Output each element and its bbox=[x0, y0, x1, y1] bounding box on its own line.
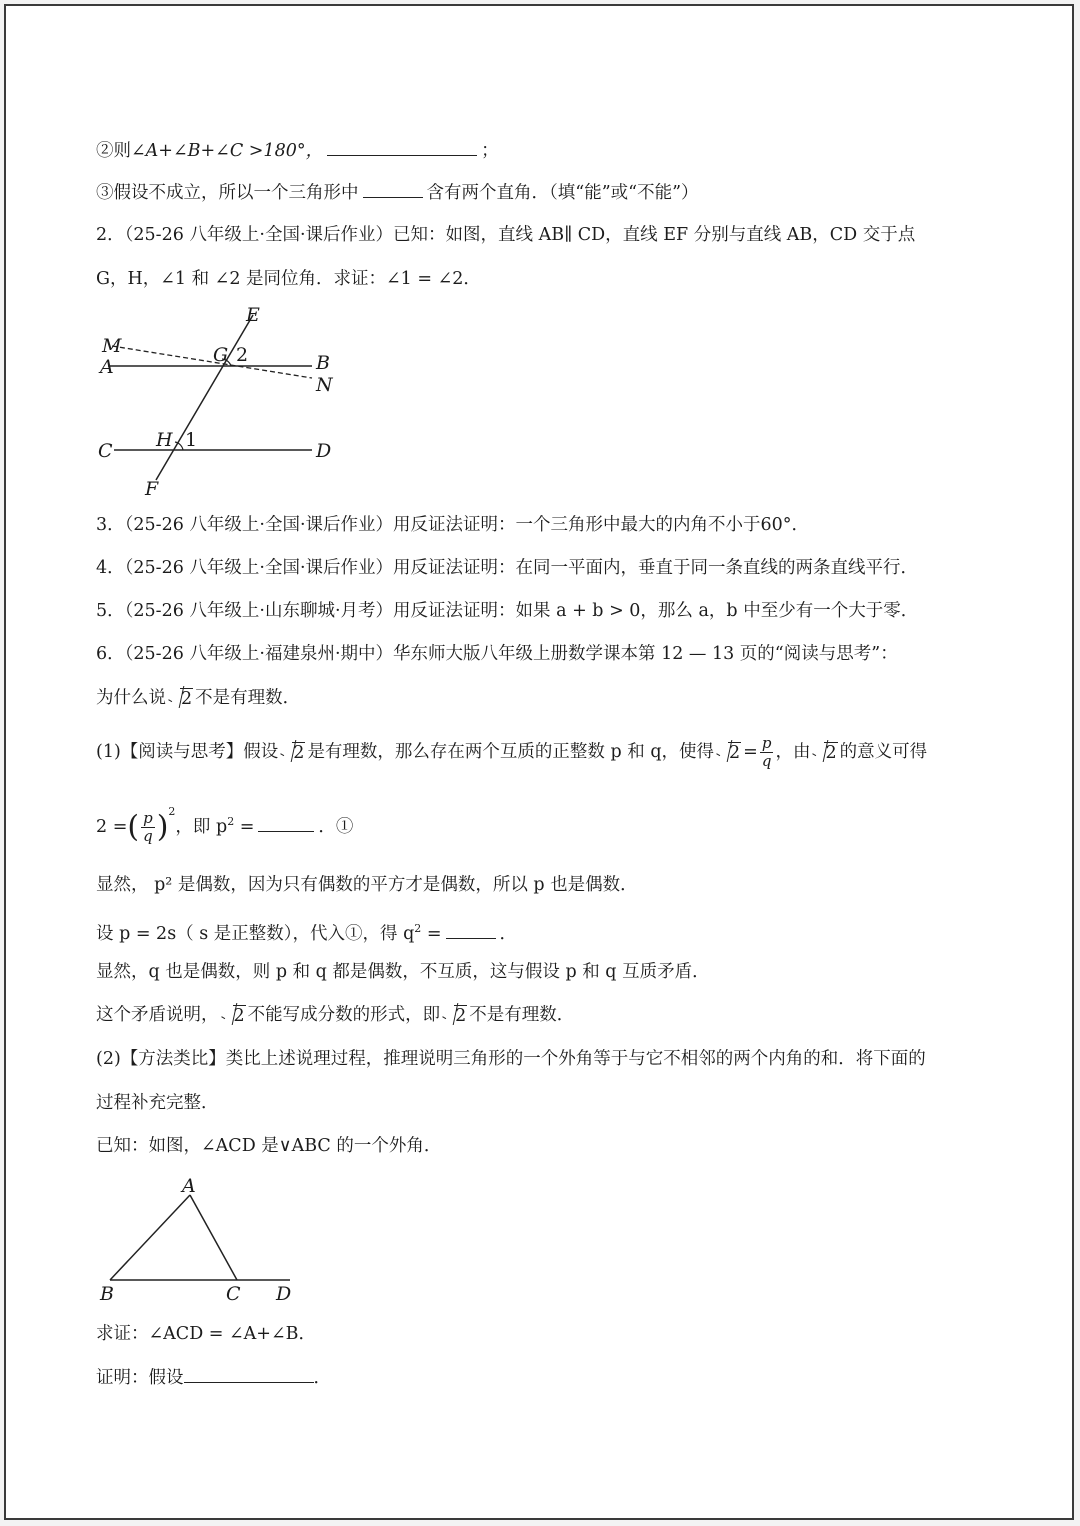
label-n: N bbox=[316, 374, 333, 396]
fraction-p-over-q: $\frac{p}{q}$ bbox=[761, 734, 772, 770]
sqrt-2: 2 bbox=[280, 739, 305, 765]
q5-line: 5．（25-26 八年级上·山东聊城·月考）用反证法证明：如果 a + b > 0，那么 a，b 中至少有一个大于零． bbox=[96, 601, 919, 621]
q6-p1-a: (1)【阅读与思考】假设 bbox=[96, 742, 279, 762]
q6-eq1-d: ．① bbox=[318, 816, 354, 837]
q6-sub-c: ． bbox=[499, 923, 518, 944]
triangle-exterior-angle-figure bbox=[92, 1170, 322, 1310]
label-e: E bbox=[246, 304, 260, 326]
q6-line2-a: 为什么说 bbox=[96, 688, 166, 708]
q1-step3-b: 含有两个直角．（填“能”或“不能”） bbox=[426, 183, 699, 203]
tri-label-b: B bbox=[100, 1283, 114, 1305]
q6-proof-a: 证明：假设 bbox=[96, 1368, 184, 1388]
sqrt-2: 2 bbox=[221, 1002, 246, 1028]
label-a: A bbox=[100, 356, 114, 378]
label-b: B bbox=[316, 352, 330, 374]
q1-step3-a: ③假设不成立，所以一个三角形中 bbox=[96, 183, 359, 203]
q6-contra-line: 显然，q 也是偶数，则 p 和 q 都是偶数，不互质，这与假设 p 和 q 互质矛盾． bbox=[96, 962, 710, 982]
q6-proof-line bbox=[96, 1364, 331, 1391]
q6-line1: 6．（25-26 八年级上·福建泉州·期中）华东师大版八年级上册数学课本第 12 — 13 页的“阅读与思考”： bbox=[96, 644, 898, 664]
q6-part2-line1: (2)【方法类比】类比上述说理过程，推理说明三角形的一个外角等于与它不相邻的两个内角的和．将下面的 bbox=[96, 1049, 926, 1069]
line-ef bbox=[156, 315, 253, 480]
q6-sub-line: 设 p = 2s（ s 是正整数），代入①，得 $q^2$ = ． bbox=[96, 916, 517, 947]
q6-sub-b: = bbox=[421, 923, 442, 944]
label-1: 1 bbox=[185, 429, 198, 451]
q6-given-line: 已知：如图，∠ACD 是∨ABC 的一个外角． bbox=[96, 1136, 442, 1156]
tri-label-d: D bbox=[276, 1283, 292, 1305]
label-m: M bbox=[102, 335, 122, 357]
q6-conc-c: 不是有理数． bbox=[469, 1005, 575, 1025]
label-c: C bbox=[98, 440, 113, 462]
q6-even1-line: 显然， p² 是偶数，因为只有偶数的平方才是偶数，所以 p 也是偶数． bbox=[96, 875, 638, 895]
fraction-p-over-q: $\frac{p}{q}$ bbox=[143, 808, 153, 845]
q6-sub-blank[interactable] bbox=[446, 920, 496, 939]
q1-step2-expr: ∠A+∠B+∠C >180°， bbox=[131, 141, 324, 161]
q1-step2-blank[interactable] bbox=[327, 137, 477, 156]
label-2: 2 bbox=[236, 344, 249, 366]
q6-conc-line bbox=[96, 1002, 574, 1028]
q6-p1-eq: = bbox=[743, 742, 758, 762]
q1-step2-end: ； bbox=[481, 141, 499, 161]
q6-p1-b: 是有理数，那么存在两个互质的正整数 p 和 q，使得 bbox=[307, 742, 715, 762]
label-h: H bbox=[156, 429, 173, 451]
q6-eq1-blank[interactable] bbox=[258, 813, 314, 832]
q6-prove-line: 求证：∠ACD = ∠A+∠B． bbox=[96, 1324, 316, 1344]
q6-eq1-c: = bbox=[234, 816, 255, 837]
q2-parallel-lines-figure bbox=[90, 300, 350, 505]
sqrt-2: 2 bbox=[812, 739, 837, 765]
q3-line: 3．（25-26 八年级上·全国·课后作业）用反证法证明：一个三角形中最大的内角不小于60°． bbox=[96, 515, 810, 535]
q6-eq1-a: 2 = bbox=[96, 816, 128, 837]
q1-step2-prefix: ②则 bbox=[96, 141, 131, 161]
q1-step3-line bbox=[96, 179, 699, 206]
sqrt-2: 2 bbox=[168, 685, 193, 711]
q6-conc-b: 不能写成分数的形式，即 bbox=[247, 1005, 441, 1025]
sqrt-2: 2 bbox=[442, 1002, 467, 1028]
tri-label-a: A bbox=[182, 1175, 196, 1197]
q6-eq1-line: 2 =( $\frac{p}{q}$ )$^2$，即 $p^2$ = ．① bbox=[96, 805, 354, 845]
q2-line1: 2．（25-26 八年级上·全国·课后作业）已知：如图，直线 AB∥ CD，直线 EF 分别与直线 AB，CD 交于点 bbox=[96, 225, 916, 245]
label-f: F bbox=[145, 478, 159, 500]
label-g: G bbox=[213, 344, 229, 366]
q6-part2-line2: 过程补充完整． bbox=[96, 1093, 219, 1113]
line-mn-dashed bbox=[112, 346, 312, 378]
label-d: D bbox=[316, 440, 332, 462]
q1-step2-line bbox=[96, 137, 499, 164]
q6-line2-b: 不是有理数． bbox=[195, 688, 301, 708]
q1-step3-blank[interactable] bbox=[363, 179, 423, 198]
q6-p1-c: ，由 bbox=[775, 742, 811, 762]
q6-p1-d: 的意义可得 bbox=[839, 742, 928, 762]
tri-label-c: C bbox=[226, 1283, 241, 1305]
sqrt-2: 2 bbox=[716, 739, 741, 765]
q6-eq1-b: ，即 p bbox=[175, 816, 228, 837]
q6-conc-a: 这个矛盾说明， bbox=[96, 1005, 219, 1025]
q6-sub-a: 设 p = 2s（ s 是正整数），代入①，得 q bbox=[96, 923, 415, 944]
q2-line2: G，H，∠1 和 ∠2 是同位角．求证：∠1 = ∠2． bbox=[96, 269, 481, 289]
side-ab bbox=[110, 1195, 190, 1280]
q6-line2 bbox=[96, 685, 300, 711]
side-ac bbox=[190, 1195, 237, 1280]
q6-proof-b: ． bbox=[313, 1368, 331, 1388]
q6-proof-blank[interactable] bbox=[184, 1364, 314, 1383]
q4-line: 4．（25-26 八年级上·全国·课后作业）用反证法证明：在同一平面内，垂直于同一条直线的两条直线平行． bbox=[96, 558, 919, 578]
q6-part1-line bbox=[96, 735, 927, 770]
